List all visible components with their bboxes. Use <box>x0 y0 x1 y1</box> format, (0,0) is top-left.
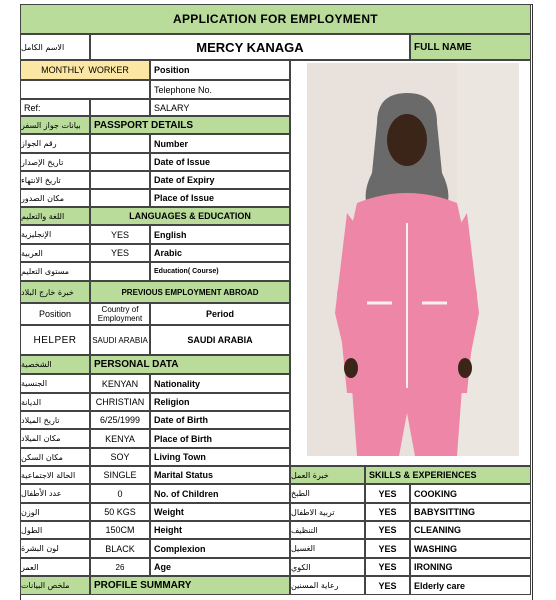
applicant-photo <box>307 63 519 456</box>
religion-ar: الديانة <box>20 393 90 411</box>
ironing-value[interactable]: YES <box>365 558 410 576</box>
passport-place-ar: مكان الصدور <box>20 189 90 207</box>
ironing-ar: الكوي <box>290 558 365 576</box>
passport-issue-label: Date of Issue <box>150 153 290 171</box>
babysitting-ar: تربية الاطفال <box>290 503 365 521</box>
age-ar: العمر <box>20 558 90 576</box>
passport-number-label: Number <box>150 134 290 153</box>
previous-period-value[interactable]: SAUDI ARABIA <box>150 325 290 355</box>
weight-value[interactable]: 50 KGS <box>90 503 150 521</box>
skills-ar-header: خبرة العمل <box>290 466 365 484</box>
arabic-label: Arabic <box>150 244 290 262</box>
babysitting-value[interactable]: YES <box>365 503 410 521</box>
height-ar: الطول <box>20 521 90 539</box>
passport-expiry-value[interactable] <box>90 171 150 189</box>
ref-label: Ref: <box>20 99 90 116</box>
complexion-label: Complexion <box>150 539 290 558</box>
children-label: No. of Children <box>150 484 290 503</box>
previous-col-period: Period <box>150 303 290 325</box>
weight-ar: الوزن <box>20 503 90 521</box>
passport-number-value[interactable] <box>90 134 150 153</box>
passport-issue-value[interactable] <box>90 153 150 171</box>
cooking-ar: الطبخ <box>290 484 365 503</box>
previous-ar-header: خبرة خارج البلاد <box>20 281 90 303</box>
cleaning-value[interactable]: YES <box>365 521 410 539</box>
living-town-label: Living Town <box>150 448 290 466</box>
passport-expiry-ar: تاريخ الانتهاء <box>20 171 90 189</box>
education-value[interactable] <box>90 262 150 281</box>
passport-place-value[interactable] <box>90 189 150 207</box>
telephone-value[interactable] <box>20 80 150 99</box>
position-label: Position <box>150 60 290 80</box>
marital-ar: الحالة الاجتماعية <box>20 466 90 484</box>
marital-label: Marital Status <box>150 466 290 484</box>
dob-value[interactable]: 6/25/1999 <box>90 411 150 429</box>
religion-label: Religion <box>150 393 290 411</box>
nationality-value[interactable]: KENYAN <box>90 374 150 393</box>
washing-label: WASHING <box>410 539 531 558</box>
dob-ar: تاريخ الميلاد <box>20 411 90 429</box>
children-ar: عدد الأطفال <box>20 484 90 503</box>
skills-header: SKILLS & EXPERIENCES <box>365 466 531 484</box>
english-value[interactable]: YES <box>90 225 150 244</box>
pob-value[interactable]: KENYA <box>90 429 150 448</box>
previous-col-country: Country of Employment <box>90 303 150 325</box>
full-name-value[interactable]: MERCY KANAGA <box>90 34 410 60</box>
babysitting-label: BABYSITTING <box>410 503 531 521</box>
education-label: Education( Course) <box>150 262 290 281</box>
complexion-value[interactable]: BLACK <box>90 539 150 558</box>
languages-ar-header: اللغة والتعليم <box>20 207 90 225</box>
position-value[interactable] <box>20 60 150 80</box>
previous-header: PREVIOUS EMPLOYMENT ABROAD <box>90 281 290 303</box>
arabic-value[interactable]: YES <box>90 244 150 262</box>
religion-value[interactable]: CHRISTIAN <box>90 393 150 411</box>
previous-col-position: Position <box>20 303 90 325</box>
cooking-label: COOKING <box>410 484 531 503</box>
age-value[interactable]: 26 <box>90 558 150 576</box>
personal-ar-header: الشخصية <box>20 355 90 374</box>
full-name-label: FULL NAME <box>410 34 531 60</box>
washing-value[interactable]: YES <box>365 539 410 558</box>
previous-position-value[interactable]: HELPER <box>20 325 90 355</box>
elderly-care-value[interactable]: YES <box>365 576 410 595</box>
english-ar: الإنجليزية <box>20 225 90 244</box>
cooking-value[interactable]: YES <box>365 484 410 503</box>
ref-value[interactable] <box>90 99 150 116</box>
applicant-portrait <box>307 63 519 456</box>
height-value[interactable]: 150CM <box>90 521 150 539</box>
height-label: Height <box>150 521 290 539</box>
cleaning-ar: التنظيف <box>290 521 365 539</box>
weight-label: Weight <box>150 503 290 521</box>
passport-number-ar: رقم الجواز <box>20 134 90 153</box>
living-town-ar: مكان السكن <box>20 448 90 466</box>
profile-header: PROFILE SUMMARY <box>90 576 290 595</box>
living-town-value[interactable]: SOY <box>90 448 150 466</box>
full-name-ar-label: الاسم الكامل <box>20 34 90 60</box>
marital-value[interactable]: SINGLE <box>90 466 150 484</box>
dob-label: Date of Birth <box>150 411 290 429</box>
passport-ar-header: بيانات جواز السفر <box>20 116 90 134</box>
previous-country-value[interactable]: SAUDI ARABIA <box>90 325 150 355</box>
passport-header: PASSPORT DETAILS <box>90 116 290 134</box>
children-value[interactable]: 0 <box>90 484 150 503</box>
age-label: Age <box>150 558 290 576</box>
passport-issue-ar: تاريخ الإصدار <box>20 153 90 171</box>
education-ar: مستوى التعليم <box>20 262 90 281</box>
pob-label: Place of Birth <box>150 429 290 448</box>
english-label: English <box>150 225 290 244</box>
salary-label: SALARY <box>150 99 290 116</box>
elderly-care-label: Elderly care <box>410 576 531 595</box>
position-worker: WORKER <box>88 65 129 75</box>
nationality-ar: الجنسية <box>20 374 90 393</box>
personal-header: PERSONAL DATA <box>90 355 290 374</box>
ironing-label: IRONING <box>410 558 531 576</box>
passport-expiry-label: Date of Expiry <box>150 171 290 189</box>
washing-ar: الغسيل <box>290 539 365 558</box>
complexion-ar: لون البشرة <box>20 539 90 558</box>
form-title: APPLICATION FOR EMPLOYMENT <box>20 4 531 34</box>
nationality-label: Nationality <box>150 374 290 393</box>
passport-place-label: Place of Issue <box>150 189 290 207</box>
profile-ar-header: ملخص البيانات <box>20 576 90 595</box>
telephone-label: Telephone No. <box>150 80 290 99</box>
arabic-ar: العربية <box>20 244 90 262</box>
position-monthly: MONTHLY <box>41 65 85 75</box>
languages-header: LANGUAGES & EDUCATION <box>90 207 290 225</box>
pob-ar: مكان الميلاد <box>20 429 90 448</box>
cleaning-label: CLEANING <box>410 521 531 539</box>
elderly-care-ar: رعاية المسنين <box>290 576 365 595</box>
